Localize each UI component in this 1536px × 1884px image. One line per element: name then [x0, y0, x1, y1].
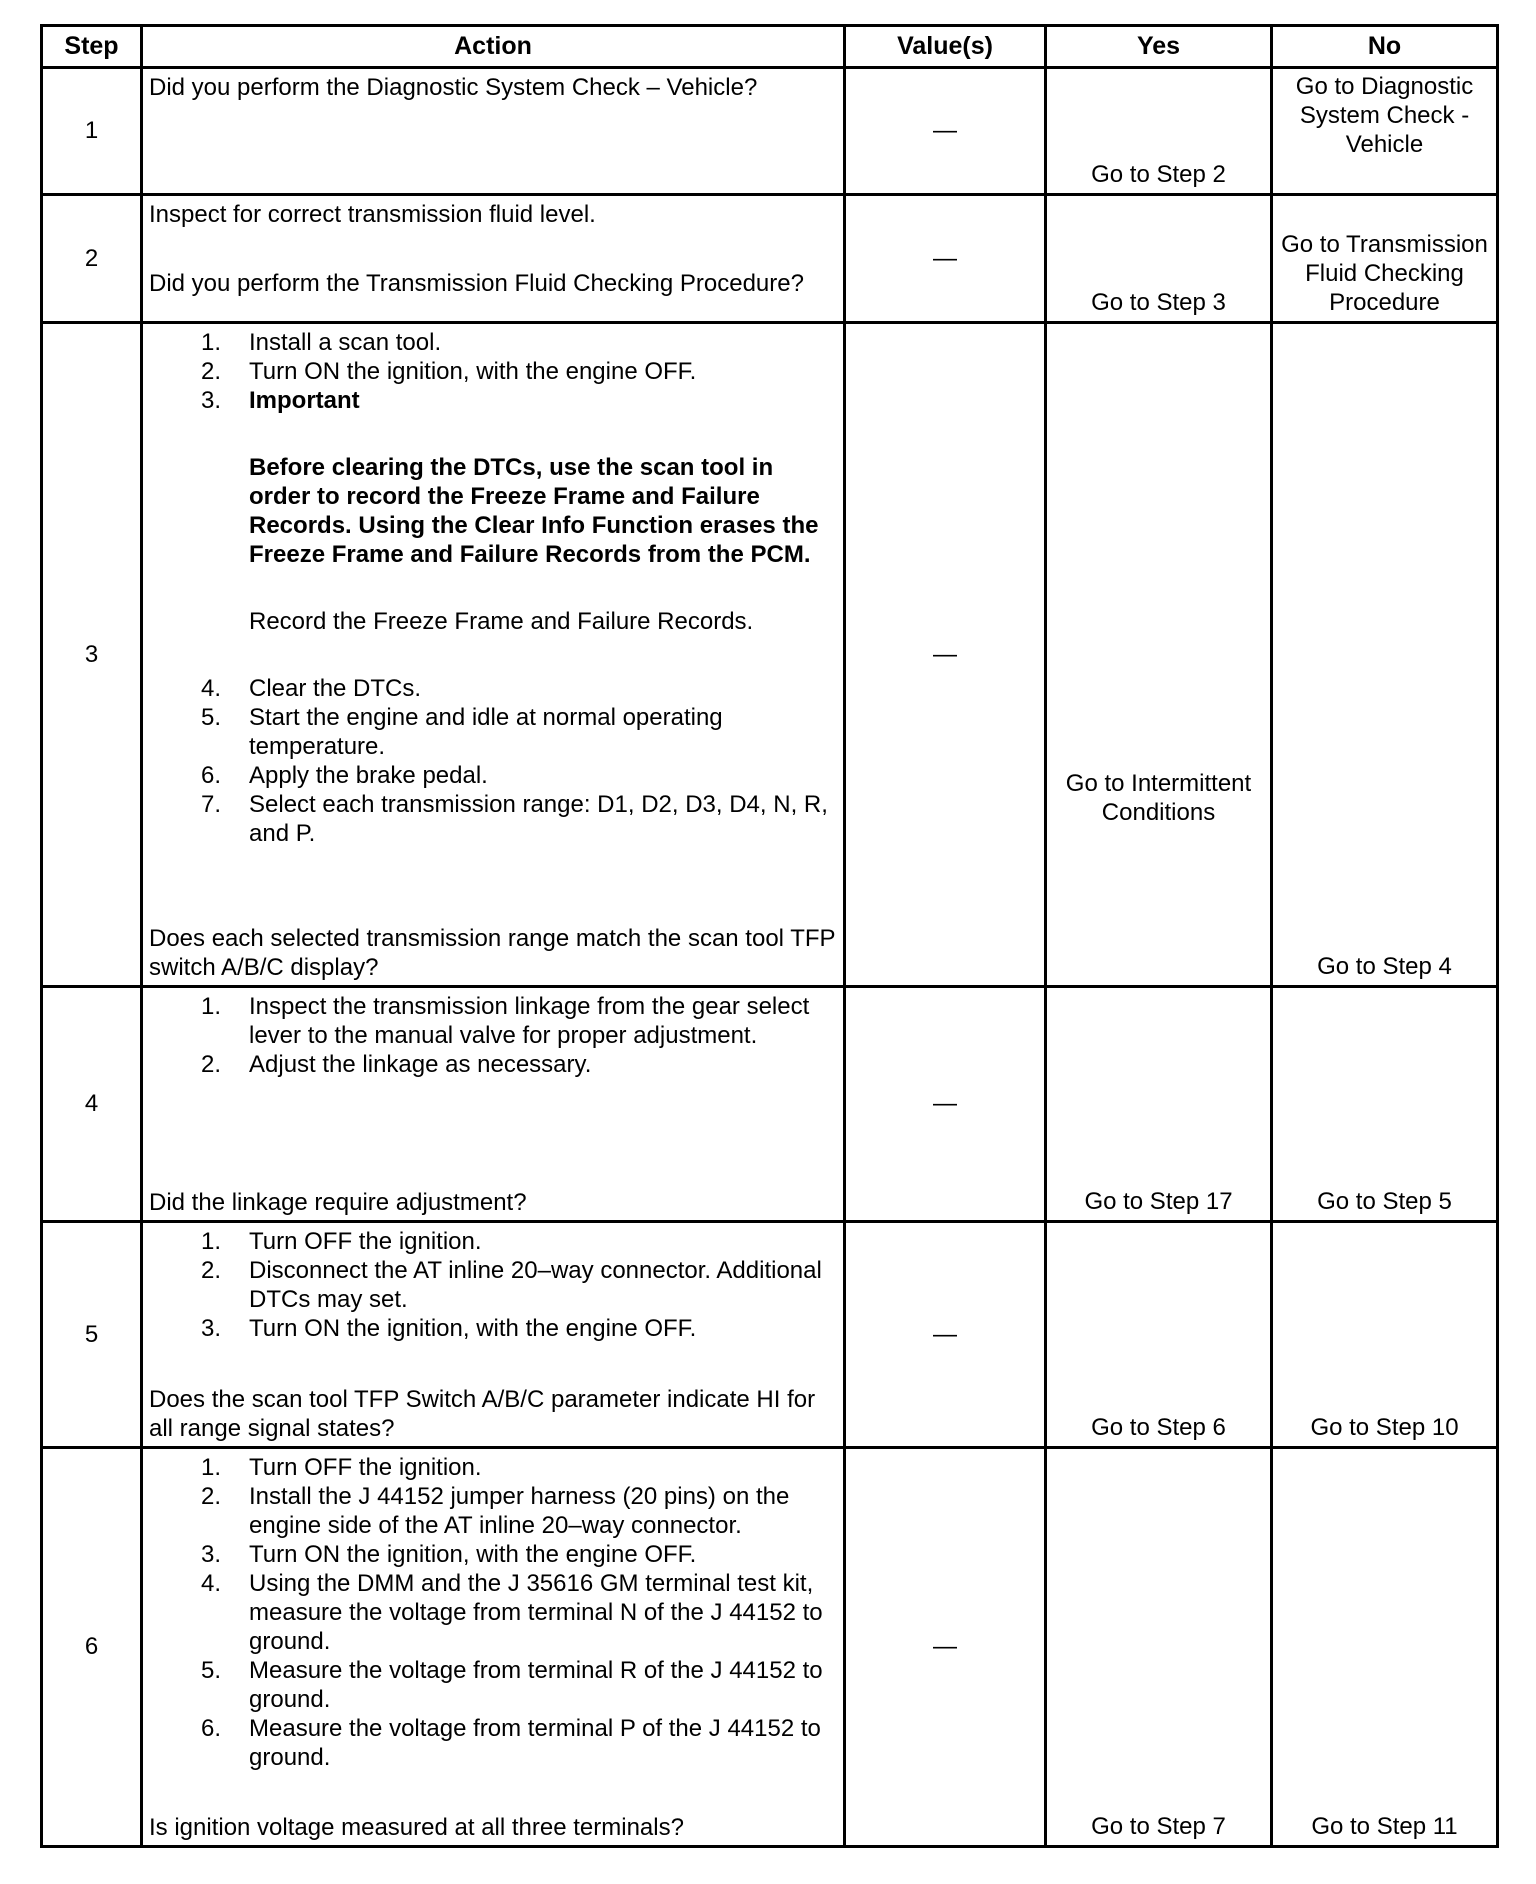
list-item: 3. Important: [200, 387, 360, 414]
table-row: [42, 323, 1498, 987]
header-action: Action: [142, 26, 845, 68]
list-item: 3. Turn ON the ignition, with the engine OFF.: [200, 1315, 697, 1342]
header-values: Value(s): [845, 26, 1046, 68]
step-number: 2: [42, 195, 142, 323]
action-cell: [142, 323, 845, 987]
step-question: Did you perform the Diagnostic System Check – Vehicle?: [149, 74, 758, 101]
list-item: 1. Turn OFF the ignition.: [200, 1454, 482, 1481]
procedure-list: [149, 328, 837, 415]
list-item: 4. Using the DMM and the J 35616 GM terminal test kit, measure the voltage from terminal N of the J 44152 to ground.: [200, 1570, 823, 1655]
list-item: 5. Start the engine and idle at normal operating temperature.: [200, 704, 723, 760]
no-cell: Go to Step 11: [1272, 1448, 1498, 1847]
no-cell: Go to Diagnostic System Check - Vehicle: [1272, 68, 1498, 195]
action-cell: [142, 1222, 845, 1448]
action-cell: [142, 987, 845, 1222]
list-item: 3. Turn ON the ignition, with the engine OFF.: [200, 1541, 697, 1568]
table-row: [42, 1448, 1498, 1847]
important-note: Before clearing the DTCs, use the scan tool in order to record the Freeze Frame and Failure Records. Using the Clear Info Function erases the Freeze Frame and Failure Records from the PCM.: [249, 454, 819, 568]
step-number: 5: [42, 1222, 142, 1448]
yes-cell: Go to Step 7: [1046, 1448, 1272, 1847]
list-item: 2. Disconnect the AT inline 20–way connector. Additional DTCs may set.: [200, 1257, 822, 1313]
procedure-list: [149, 992, 837, 1079]
record-instruction: Record the Freeze Frame and Failure Records.: [249, 608, 754, 635]
list-item: 6. Measure the voltage from terminal P of the J 44152 to ground.: [200, 1715, 821, 1771]
list-item: 2. Turn ON the ignition, with the engine OFF.: [200, 358, 697, 385]
yes-cell: Go to Step 6: [1046, 1222, 1272, 1448]
step-question: Did you perform the Transmission Fluid Checking Procedure?: [149, 270, 804, 297]
step-number: 4: [42, 987, 142, 1222]
list-item: 1. Inspect the transmission linkage from the gear select lever to the manual valve for proper adjustment.: [200, 993, 810, 1049]
value-cell: —: [845, 323, 1046, 987]
list-item: 2. Install the J 44152 jumper harness (20 pins) on the engine side of the AT inline 20–way connector.: [200, 1483, 790, 1539]
action-cell: [142, 1448, 845, 1847]
procedure-list: [149, 1453, 837, 1772]
procedure-list: [149, 674, 837, 848]
step-number: 1: [42, 68, 142, 195]
list-item: 6. Apply the brake pedal.: [200, 762, 488, 789]
step-number: 6: [42, 1448, 142, 1847]
list-item: 1. Turn OFF the ignition.: [200, 1228, 482, 1255]
table-row: [42, 987, 1498, 1222]
step-question: Is ignition voltage measured at all three terminals?: [149, 1814, 684, 1841]
no-cell: Go to Step 5: [1272, 987, 1498, 1222]
step-question: Does the scan tool TFP Switch A/B/C parameter indicate HI for all range signal states?: [149, 1386, 816, 1442]
list-item: 7. Select each transmission range: D1, D2, D3, D4, N, R, and P.: [200, 791, 828, 847]
no-cell: Go to Step 10: [1272, 1222, 1498, 1448]
action-cell: [142, 195, 845, 323]
value-cell: —: [845, 195, 1046, 323]
list-item: 5. Measure the voltage from terminal R of the J 44152 to ground.: [200, 1657, 823, 1713]
header-step: Step: [42, 26, 142, 68]
step-question: Does each selected transmission range match the scan tool TFP switch A/B/C display?: [149, 925, 836, 981]
no-cell: Go to Step 4: [1272, 323, 1498, 987]
list-item: 4. Clear the DTCs.: [200, 675, 422, 702]
diagnostic-table: [40, 24, 1499, 1848]
value-cell: —: [845, 1222, 1046, 1448]
yes-cell: Go to Step 17: [1046, 987, 1272, 1222]
header-yes: Yes: [1046, 26, 1272, 68]
header-row: [42, 26, 1498, 68]
table-row: [42, 195, 1498, 323]
header-no: No: [1272, 26, 1498, 68]
step-number: 3: [42, 323, 142, 987]
no-cell: Go to Transmission Fluid Checking Procedure: [1272, 195, 1498, 323]
step-question: Did the linkage require adjustment?: [149, 1189, 527, 1216]
value-cell: —: [845, 987, 1046, 1222]
yes-cell: Go to Intermittent Conditions: [1046, 323, 1272, 987]
value-cell: —: [845, 68, 1046, 195]
action-cell: [142, 68, 845, 195]
table-row: [42, 1222, 1498, 1448]
list-item: 1. Install a scan tool.: [200, 329, 442, 356]
yes-cell: Go to Step 2: [1046, 68, 1272, 195]
step-intro: Inspect for correct transmission fluid level.: [149, 201, 596, 228]
yes-cell: Go to Step 3: [1046, 195, 1272, 323]
list-item: 2. Adjust the linkage as necessary.: [200, 1051, 592, 1078]
value-cell: —: [845, 1448, 1046, 1847]
table-row: [42, 68, 1498, 195]
procedure-list: [149, 1227, 837, 1343]
